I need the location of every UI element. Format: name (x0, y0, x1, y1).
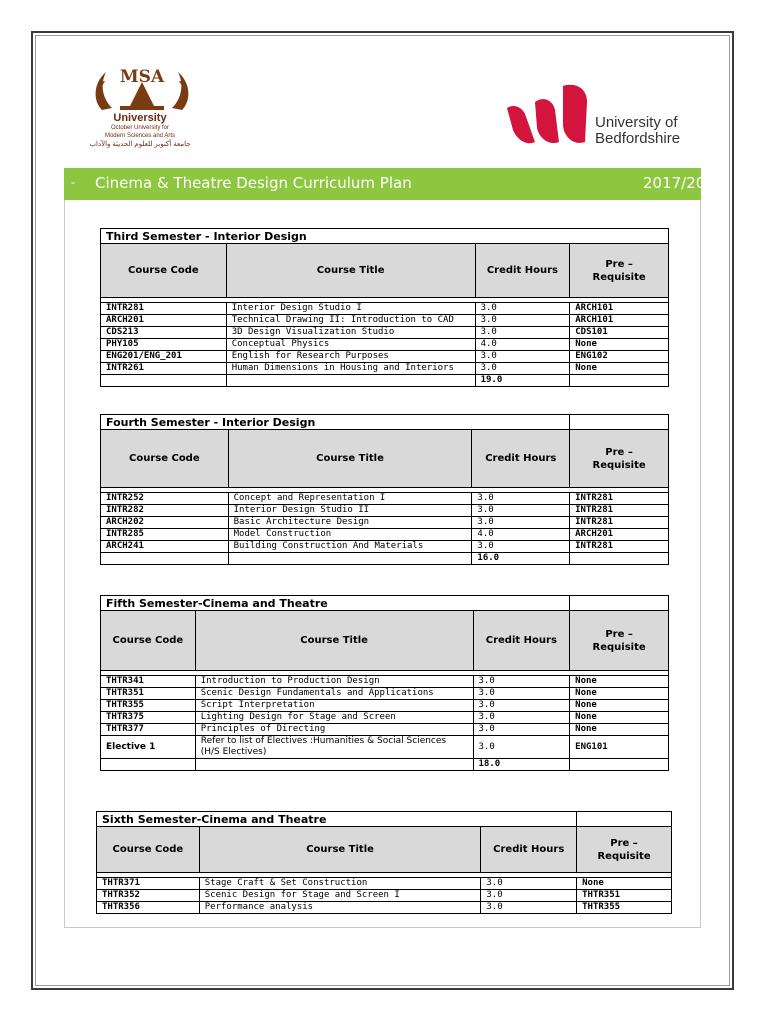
table-cell: PHY105 (101, 339, 227, 351)
table-cell: CDS101 (570, 327, 669, 339)
table-cell: Course Code (97, 827, 200, 873)
table-cell: Scenic Design for Stage and Screen I (199, 890, 481, 902)
msa-university-name: University October University for Modern Sciences and Arts جامعة أكتوبر للعلوم الحديثة والآداب (89, 112, 191, 148)
semester-title: Fifth Semester-Cinema and Theatre (101, 596, 570, 611)
table-cell: 3.0 (475, 315, 570, 327)
table-row (101, 736, 669, 759)
third-semester-table (100, 228, 669, 387)
semester-title: Sixth Semester-Cinema and Theatre (97, 812, 577, 827)
bedfordshire-name: University of Bedfordshire (595, 114, 681, 147)
table-cell: ARCH201 (101, 315, 227, 327)
table-row (101, 505, 669, 517)
svg-text:MSA: MSA (119, 67, 165, 87)
table-cell: Conceptual Physics (226, 339, 475, 351)
table-cell (570, 553, 669, 565)
semester-title: Fourth Semester - Interior Design (101, 415, 570, 430)
table-cell: 3.0 (472, 493, 570, 505)
bedfordshire-logo (505, 80, 595, 150)
table-cell: INTR261 (101, 363, 227, 375)
table-cell: Script Interpretation (195, 700, 473, 712)
table-cell: 3D Design Visualization Studio (226, 327, 475, 339)
table-row (101, 327, 669, 339)
table-row (97, 878, 672, 890)
table-cell: 3.0 (473, 724, 570, 736)
table-cell: Course Code (101, 611, 196, 671)
table-cell (577, 812, 672, 827)
table-cell: Course Code (101, 430, 229, 488)
table-cell (228, 553, 472, 565)
table-cell: INTR281 (570, 505, 669, 517)
total-row (101, 553, 669, 565)
table-cell (195, 759, 473, 771)
sixth-semester-table (96, 811, 672, 914)
table-cell: Pre – Requisite (570, 244, 669, 298)
table-cell: None (577, 878, 672, 890)
table-cell: 3.0 (473, 736, 570, 759)
table-cell: Scenic Design Fundamentals and Applications (195, 688, 473, 700)
table-cell: Basic Architecture Design (228, 517, 472, 529)
table-cell: Stage Craft & Set Construction (199, 878, 481, 890)
table-cell: Pre – Requisite (570, 611, 669, 671)
table-cell: Interior Design Studio II (228, 505, 472, 517)
table-cell (570, 415, 669, 430)
table-cell: 3.0 (473, 700, 570, 712)
total-row (101, 759, 669, 771)
table-cell: None (570, 363, 669, 375)
total-credit-hours: 18.0 (473, 759, 570, 771)
table-cell: Course Code (101, 244, 227, 298)
table-cell: Elective 1 (101, 736, 196, 759)
banner-title: Cinema & Theatre Design Curriculum Plan (95, 174, 412, 192)
table-cell: 3.0 (475, 363, 570, 375)
table-cell: 3.0 (473, 676, 570, 688)
table-cell: 4.0 (475, 339, 570, 351)
table-row (101, 712, 669, 724)
table-cell: ENG201/ENG_201 (101, 351, 227, 363)
table-cell: Pre – Requisite (577, 827, 672, 873)
table-cell: Technical Drawing II: Introduction to CAD (226, 315, 475, 327)
table-row (101, 676, 669, 688)
table-cell: THTR355 (101, 700, 196, 712)
table-cell: None (570, 724, 669, 736)
table-cell: ARCH101 (570, 315, 669, 327)
total-credit-hours: 16.0 (472, 553, 570, 565)
table-row (101, 351, 669, 363)
table-cell: INTR281 (570, 493, 669, 505)
table-cell: THTR341 (101, 676, 196, 688)
table-row (97, 890, 672, 902)
table-cell: Refer to list of Electives :Humanities & Social Sciences (H/S Electives) (195, 736, 473, 759)
table-cell: Credit Hours (475, 244, 570, 298)
table-row (101, 363, 669, 375)
table-cell: Concept and Representation I (228, 493, 472, 505)
table-row (101, 688, 669, 700)
table-cell: None (570, 339, 669, 351)
semester-title: Third Semester - Interior Design (101, 229, 669, 244)
table-cell: Course Title (226, 244, 475, 298)
banner-year: 2017/2018 (643, 174, 725, 192)
table-cell (570, 375, 669, 387)
table-cell: CDS213 (101, 327, 227, 339)
table-cell: 3.0 (472, 517, 570, 529)
table-cell (570, 596, 669, 611)
table-cell (101, 553, 229, 565)
table-cell: Course Title (195, 611, 473, 671)
table-cell: Building Construction And Materials (228, 541, 472, 553)
table-cell: ARCH101 (570, 303, 669, 315)
table-cell: INTR281 (101, 303, 227, 315)
table-cell: THTR356 (97, 902, 200, 914)
table-cell: 3.0 (472, 505, 570, 517)
table-row (101, 517, 669, 529)
table-cell: Course Title (199, 827, 481, 873)
table-cell: 3.0 (475, 351, 570, 363)
table-cell: Lighting Design for Stage and Screen (195, 712, 473, 724)
table-cell: Introduction to Production Design (195, 676, 473, 688)
table-cell: 3.0 (475, 327, 570, 339)
table-row (101, 315, 669, 327)
table-cell: Performance analysis (199, 902, 481, 914)
table-cell: ARCH202 (101, 517, 229, 529)
table-row (101, 529, 669, 541)
table-cell: THTR377 (101, 724, 196, 736)
table-cell: Principles of Directing (195, 724, 473, 736)
fifth-semester-table (100, 595, 669, 771)
table-cell: 3.0 (481, 878, 577, 890)
table-cell: None (570, 676, 669, 688)
table-cell: INTR285 (101, 529, 229, 541)
table-cell: None (570, 712, 669, 724)
total-credit-hours: 19.0 (475, 375, 570, 387)
table-cell: ENG101 (570, 736, 669, 759)
table-cell: Human Dimensions in Housing and Interiors (226, 363, 475, 375)
table-cell: 3.0 (472, 541, 570, 553)
table-cell: ARCH201 (570, 529, 669, 541)
table-cell: Course Title (228, 430, 472, 488)
table-cell (101, 375, 227, 387)
table-cell: ENG102 (570, 351, 669, 363)
table-cell: THTR351 (101, 688, 196, 700)
table-cell: Credit Hours (481, 827, 577, 873)
table-cell: THTR375 (101, 712, 196, 724)
fourth-semester-table (100, 414, 669, 565)
table-cell (226, 375, 475, 387)
table-cell: THTR355 (577, 902, 672, 914)
table-cell (570, 759, 669, 771)
table-cell: THTR371 (97, 878, 200, 890)
table-cell: ARCH241 (101, 541, 229, 553)
table-cell: 4.0 (472, 529, 570, 541)
table-cell: Interior Design Studio I (226, 303, 475, 315)
table-row (101, 700, 669, 712)
table-cell: None (570, 688, 669, 700)
table-cell: INTR281 (570, 517, 669, 529)
table-cell: Model Construction (228, 529, 472, 541)
table-cell: None (570, 700, 669, 712)
table-cell: 3.0 (475, 303, 570, 315)
table-cell: INTR252 (101, 493, 229, 505)
table-cell: Credit Hours (473, 611, 570, 671)
table-cell: Credit Hours (472, 430, 570, 488)
table-cell: 3.0 (481, 890, 577, 902)
table-row (101, 339, 669, 351)
table-cell: INTR282 (101, 505, 229, 517)
table-row (101, 303, 669, 315)
table-cell (101, 759, 196, 771)
table-cell: THTR351 (577, 890, 672, 902)
table-cell: THTR352 (97, 890, 200, 902)
table-cell: English for Research Purposes (226, 351, 475, 363)
table-row (101, 724, 669, 736)
table-cell: 3.0 (473, 712, 570, 724)
table-cell: 3.0 (481, 902, 577, 914)
table-row (101, 541, 669, 553)
table-cell: Pre – Requisite (570, 430, 669, 488)
table-row (101, 493, 669, 505)
total-row (101, 375, 669, 387)
table-cell: 3.0 (473, 688, 570, 700)
table-row (97, 902, 672, 914)
table-cell: INTR281 (570, 541, 669, 553)
curriculum-banner: - Cinema & Theatre Design Curriculum Plan 2017/2018 (64, 168, 701, 200)
